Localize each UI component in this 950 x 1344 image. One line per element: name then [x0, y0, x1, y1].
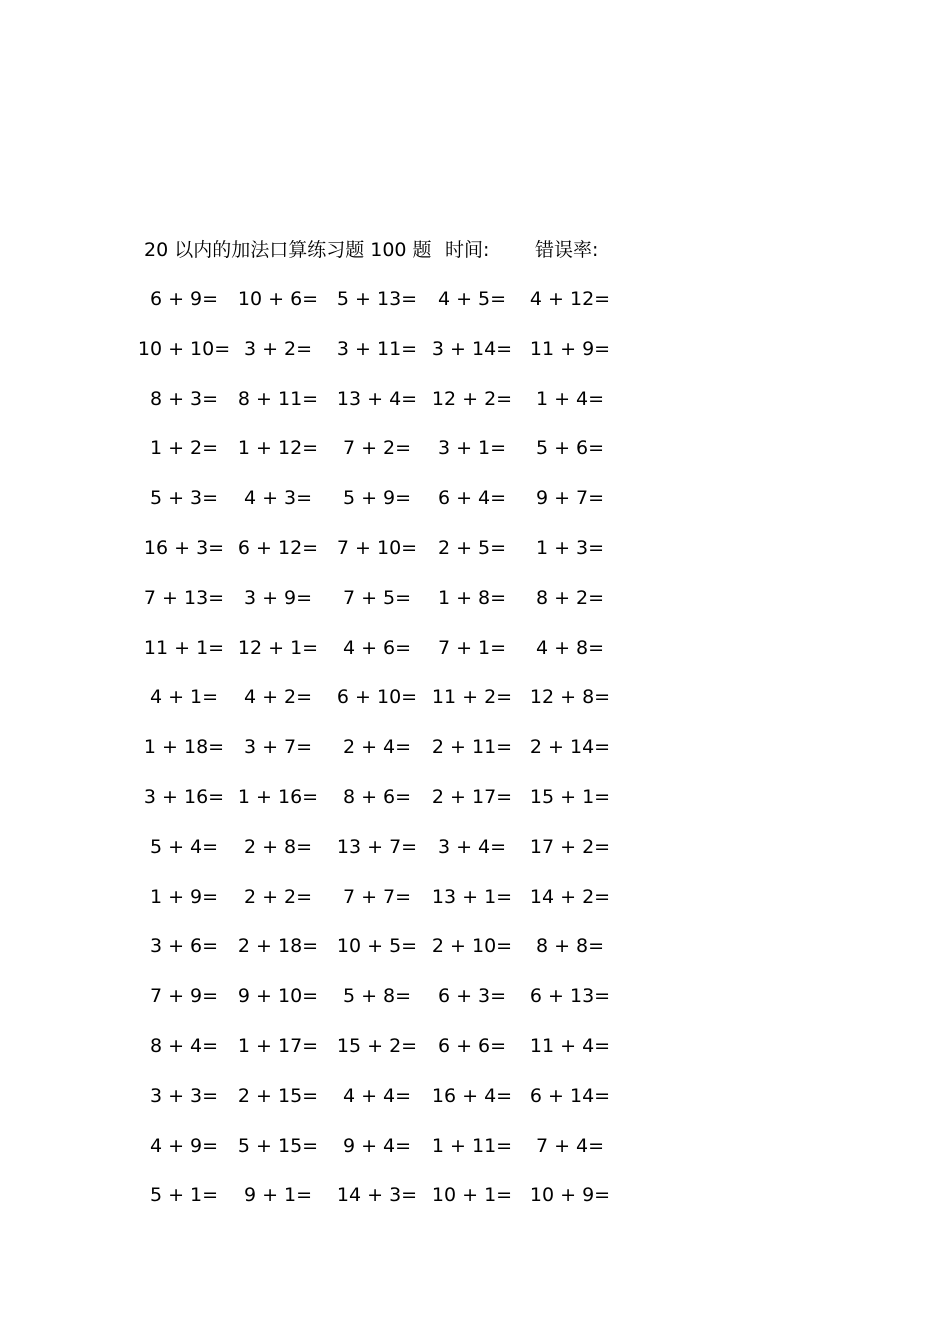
problem-item: 2 + 4= — [342, 736, 412, 759]
problem-item: 1 + 12= — [237, 437, 319, 460]
problem-item: 8 + 11= — [237, 387, 319, 410]
problem-row — [0, 982, 950, 1032]
problem-item: 1 + 17= — [237, 1034, 319, 1057]
problem-item: 13 + 7= — [336, 835, 418, 858]
problem-item: 3 + 2= — [243, 337, 313, 360]
problem-item: 3 + 3= — [149, 1084, 219, 1107]
problem-row — [0, 1032, 950, 1082]
problem-item: 16 + 4= — [431, 1084, 513, 1107]
problem-item: 14 + 2= — [529, 885, 611, 908]
problem-item: 12 + 1= — [237, 636, 319, 659]
problem-item: 6 + 12= — [237, 536, 319, 559]
problem-item: 2 + 5= — [437, 536, 507, 559]
problem-item: 1 + 4= — [535, 387, 605, 410]
problem-item: 8 + 4= — [149, 1034, 219, 1057]
problem-item: 9 + 7= — [535, 487, 605, 510]
problem-item: 4 + 12= — [529, 288, 611, 310]
problem-item: 2 + 17= — [431, 785, 513, 808]
problem-row — [0, 634, 950, 684]
problem-item: 7 + 9= — [149, 985, 219, 1008]
problem-item: 1 + 18= — [143, 736, 225, 759]
problem-item: 7 + 13= — [143, 586, 225, 609]
problem-item: 5 + 15= — [237, 1134, 319, 1157]
problem-item: 11 + 4= — [529, 1034, 611, 1057]
error-rate-label: 错误率: — [535, 239, 599, 261]
problem-item: 17 + 2= — [529, 835, 611, 858]
problem-item: 11 + 1= — [143, 636, 225, 659]
problem-item: 14 + 3= — [336, 1184, 418, 1207]
problem-item: 6 + 6= — [437, 1034, 507, 1057]
problem-item: 11 + 9= — [529, 337, 611, 360]
problem-item: 12 + 2= — [431, 387, 513, 410]
problem-item: 11 + 2= — [431, 686, 513, 709]
problem-item: 8 + 2= — [535, 586, 605, 609]
problem-item: 2 + 18= — [237, 935, 319, 958]
problem-row — [0, 335, 950, 385]
problem-item: 7 + 10= — [336, 536, 418, 559]
problem-item: 2 + 10= — [431, 935, 513, 958]
problem-row — [0, 683, 950, 733]
time-label: 时间: — [445, 239, 490, 261]
problem-item: 5 + 13= — [336, 288, 418, 310]
problem-item: 13 + 4= — [336, 387, 418, 410]
problem-row — [0, 484, 950, 534]
problem-row — [0, 584, 950, 634]
problem-item: 6 + 4= — [437, 487, 507, 510]
problem-row — [0, 434, 950, 484]
problem-item: 12 + 8= — [529, 686, 611, 709]
problem-item: 16 + 3= — [143, 536, 225, 559]
problem-item: 15 + 1= — [529, 785, 611, 808]
problem-item: 5 + 8= — [342, 985, 412, 1008]
problem-item: 5 + 6= — [535, 437, 605, 460]
problem-item: 10 + 1= — [431, 1184, 513, 1207]
problem-item: 8 + 8= — [535, 935, 605, 958]
problem-item: 4 + 8= — [535, 636, 605, 659]
problem-item: 6 + 13= — [529, 985, 611, 1008]
problem-row — [0, 1082, 950, 1132]
problem-item: 1 + 11= — [431, 1134, 513, 1157]
problem-item: 8 + 6= — [342, 785, 412, 808]
problem-grid — [0, 285, 950, 1231]
problem-item: 6 + 14= — [529, 1084, 611, 1107]
problem-item: 10 + 5= — [336, 935, 418, 958]
problem-item: 2 + 14= — [529, 736, 611, 759]
problem-item: 3 + 11= — [336, 337, 418, 360]
problem-row — [0, 285, 950, 335]
problem-item: 2 + 8= — [243, 835, 313, 858]
problem-item: 10 + 9= — [529, 1184, 611, 1207]
problem-row — [0, 534, 950, 584]
problem-item: 3 + 14= — [431, 337, 513, 360]
problem-item: 9 + 10= — [237, 985, 319, 1008]
problem-item: 4 + 2= — [243, 686, 313, 709]
problem-row — [0, 783, 950, 833]
problem-item: 2 + 11= — [431, 736, 513, 759]
problem-item: 4 + 6= — [342, 636, 412, 659]
problem-row — [0, 1132, 950, 1182]
problem-row — [0, 385, 950, 435]
problem-item: 7 + 1= — [437, 636, 507, 659]
problem-item: 2 + 15= — [237, 1084, 319, 1107]
problem-row — [0, 833, 950, 883]
problem-item: 13 + 1= — [431, 885, 513, 908]
problem-item: 3 + 7= — [243, 736, 313, 759]
problem-item: 3 + 6= — [149, 935, 219, 958]
problem-item: 4 + 5= — [437, 288, 507, 310]
problem-item: 10 + 10= — [137, 337, 231, 360]
problem-item: 3 + 4= — [437, 835, 507, 858]
problem-item: 6 + 9= — [149, 288, 219, 310]
worksheet-title: 20 以内的加法口算练习题 100 题 — [144, 239, 432, 261]
problem-item: 4 + 9= — [149, 1134, 219, 1157]
problem-item: 7 + 2= — [342, 437, 412, 460]
problem-item: 15 + 2= — [336, 1034, 418, 1057]
problem-item: 5 + 3= — [149, 487, 219, 510]
problem-item: 7 + 7= — [342, 885, 412, 908]
problem-item: 7 + 4= — [535, 1134, 605, 1157]
problem-item: 8 + 3= — [149, 387, 219, 410]
problem-item: 5 + 4= — [149, 835, 219, 858]
problem-item: 10 + 6= — [237, 288, 319, 310]
problem-item: 3 + 16= — [143, 785, 225, 808]
problem-item: 1 + 3= — [535, 536, 605, 559]
problem-item: 5 + 9= — [342, 487, 412, 510]
problem-item: 4 + 4= — [342, 1084, 412, 1107]
problem-item: 6 + 3= — [437, 985, 507, 1008]
problem-item: 1 + 16= — [237, 785, 319, 808]
problem-item: 9 + 4= — [342, 1134, 412, 1157]
problem-item: 1 + 2= — [149, 437, 219, 460]
problem-item: 3 + 1= — [437, 437, 507, 460]
problem-item: 4 + 1= — [149, 686, 219, 709]
problem-row — [0, 883, 950, 933]
problem-item: 1 + 9= — [149, 885, 219, 908]
problem-row — [0, 932, 950, 982]
problem-item: 1 + 8= — [437, 586, 507, 609]
problem-row — [0, 1181, 950, 1231]
problem-item: 7 + 5= — [342, 586, 412, 609]
problem-item: 2 + 2= — [243, 885, 313, 908]
problem-item: 4 + 3= — [243, 487, 313, 510]
problem-item: 6 + 10= — [336, 686, 418, 709]
problem-item: 3 + 9= — [243, 586, 313, 609]
problem-row — [0, 733, 950, 783]
problem-item: 9 + 1= — [243, 1184, 313, 1207]
problem-item: 5 + 1= — [149, 1184, 219, 1207]
